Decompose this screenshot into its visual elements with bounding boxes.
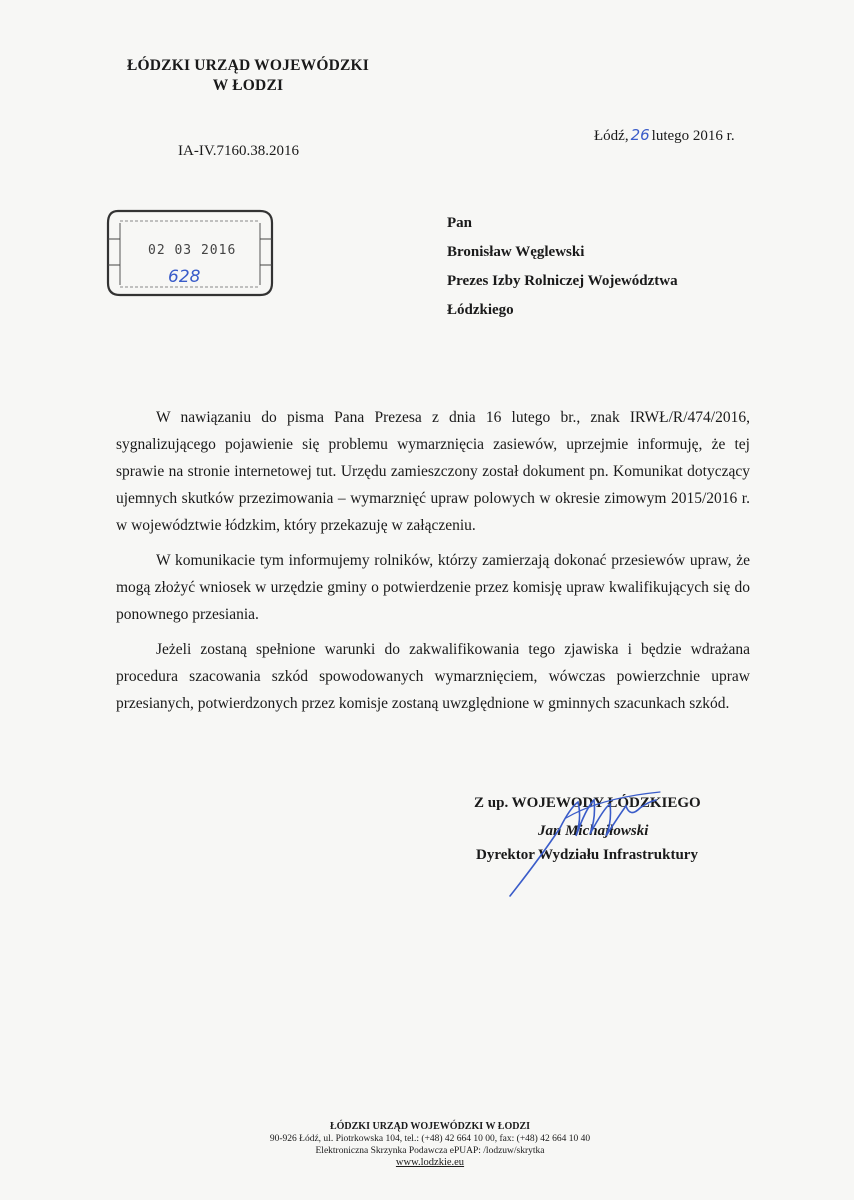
recipient-title-cont: Łódzkiego <box>447 302 514 318</box>
recipient-title: Prezes Izby Rolniczej Województwa <box>447 273 678 289</box>
signatory-position: Dyrektor Wydziału Infrastruktury <box>476 847 698 863</box>
letter-footer <box>250 1121 610 1169</box>
signatory-name: Jan Michajłowski <box>538 823 649 839</box>
recipient-block <box>447 209 678 325</box>
body-paragraph: W komunikacie tym informujemy rolników, którzy zamierzają dokonać przesiewów upraw, że mogą złożyć wniosek w urzędzie gminy o potwierdzenie przez komisję upraw kwalifikujących się do ponownego przesiania. <box>116 552 750 623</box>
signature-on-behalf: Z up. WOJEWODY ŁÓDZKIEGO <box>474 795 701 811</box>
handwritten-signature-icon <box>470 778 690 898</box>
issuer-header <box>118 56 378 96</box>
recipient-salutation: Pan <box>447 215 473 231</box>
body-paragraph: Jeżeli zostaną spełnione warunki do zakwalifikowania tego zjawiska i będzie wdrażana procedura szacowania szkód spowodowanych wymarznięciem, wówczas powierzchnie upraw przesianych, potwierdzonych przez komisje zostaną uwzględnione w gminnych szacunkach szkód. <box>116 641 750 712</box>
footer-website-link[interactable]: www.lodzkie.eu <box>395 1157 465 1168</box>
letter-body <box>116 404 750 725</box>
letter-date <box>594 126 735 145</box>
date-day-handwritten: 26 <box>630 126 650 144</box>
body-paragraph: W nawiązaniu do pisma Pana Prezesa z dnia 16 lutego br., znak IRWŁ/R/474/2016, sygnalizującego pojawienie się problemu wymarznięcia zasiewów, uprzejmie informuję, że tej sprawie na stronie internetowej tut. Urzędu zamieszczony został dokument pn. Komunikat dotyczący ujemnych skutków przezimowania – wymarznięć upraw polowych w okresie zimowym 2015/2016 r. w województwie łódzkim, który przekazuję w załączeniu. <box>116 409 750 534</box>
stamp-received-date: 02 03 2016 <box>148 243 237 258</box>
stamp-entry-number: 628 <box>168 267 201 287</box>
footer-org: ŁÓDZKI URZĄD WOJEWÓDZKI W ŁODZI <box>329 1121 531 1132</box>
footer-epuap: Elektroniczna Skrzynka Podawcza ePUAP: /lodzuw/skrytka <box>315 1146 545 1156</box>
recipient-name: Bronisław Węglewski <box>447 244 585 260</box>
issuer-name: ŁÓDZKI URZĄD WOJEWÓDZKI <box>126 57 370 74</box>
issuer-city: W ŁODZI <box>212 77 284 94</box>
date-place: Łódź, <box>594 128 629 144</box>
received-stamp <box>104 203 276 303</box>
footer-address: 90-926 Łódź, ul. Piotrkowska 104, tel.: (+48) 42 664 10 00, fax: (+48) 42 664 10 40 <box>269 1134 591 1144</box>
case-reference: IA-IV.7160.38.2016 <box>178 143 299 159</box>
date-month-year: lutego 2016 r. <box>651 128 735 144</box>
